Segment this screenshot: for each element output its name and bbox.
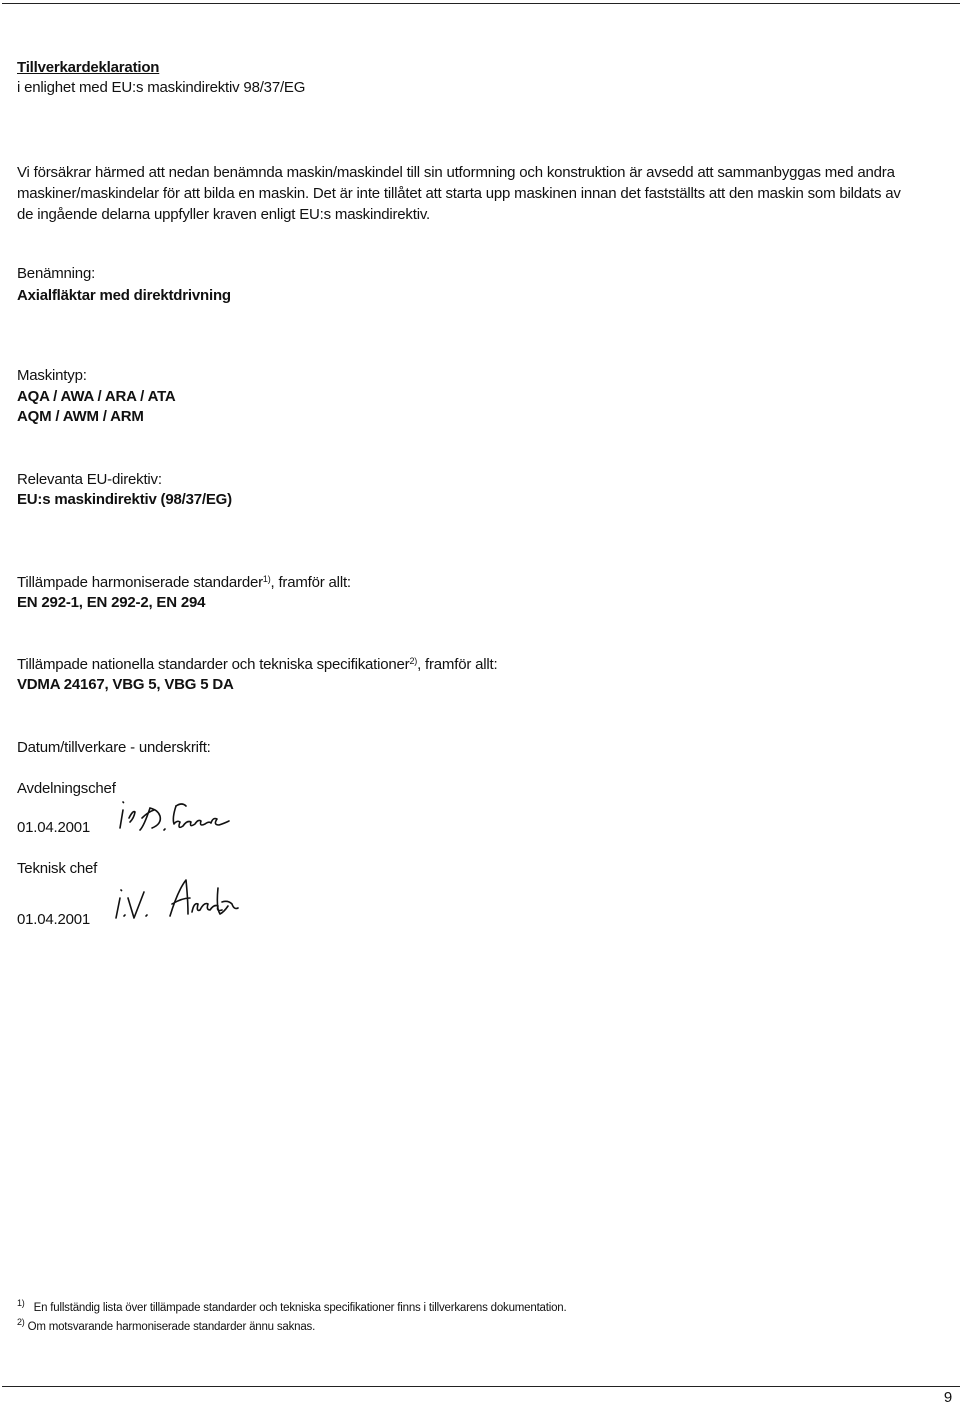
footnote-ref-1: 1): [262, 574, 271, 584]
national-section: [17, 655, 920, 695]
national-label-suffix: , framför allt:: [417, 656, 498, 673]
second-signer-date: 01.04.2001: [17, 911, 91, 928]
top-rule: [2, 3, 960, 4]
directive-label: Relevanta EU-direktiv:: [17, 471, 162, 488]
harmonised-label: [17, 573, 920, 593]
first-signer-role: Avdelningschef: [17, 780, 116, 797]
national-value: VDMA 24167, VBG 5, VBG 5 DA: [17, 676, 234, 693]
document-title: Tillverkardeklaration: [17, 59, 160, 76]
signature-2-icon: [110, 878, 245, 924]
machine-type-section: [17, 366, 920, 427]
footnote-2-mark: 2): [17, 1317, 25, 1327]
footnote-1-text: En fullständig lista över tillämpade standarder och tekniska specifikationer finns i tillverkarens dokumentation.: [33, 1302, 567, 1314]
document-subtitle: i enlighet med EU:s maskindirektiv 98/37/EG: [17, 79, 306, 96]
harmonised-value: EN 292-1, EN 292-2, EN 294: [17, 594, 206, 611]
designation-value: Axialfläktar med direktdrivning: [17, 287, 231, 304]
signature-1-icon: [112, 796, 242, 838]
footnote-2: [17, 1319, 315, 1335]
designation-label: Benämning:: [17, 265, 96, 282]
directive-value: EU:s maskindirektiv (98/37/EG): [17, 491, 232, 508]
national-label-text: Tillämpade nationella standarder och tekniska specifikationer: [17, 656, 410, 673]
second-signer-role: Teknisk chef: [17, 860, 98, 877]
intro-paragraph: Vi försäkrar härmed att nedan benämnda maskin/maskindel till sin utformning och konstruktion är avsedd att sammanbyggas med andra maskiner/maskindelar för att bilda en maskin. Det är inte tillåtet att starta upp maskinen innan det fastställts att den maskin som bildats av de ingående delarna uppfyller kraven enligt EU:s maskindirektiv.: [17, 164, 901, 223]
footnote-1: [17, 1300, 567, 1316]
national-label: [17, 655, 920, 675]
footnote-ref-2: 2): [409, 656, 418, 666]
page-number: 9: [943, 1389, 952, 1406]
footnote-1-mark: 1): [17, 1298, 25, 1308]
harmonised-label-text: Tillämpade harmoniserade standarder: [17, 574, 263, 591]
harmonised-label-suffix: , framför allt:: [270, 574, 351, 591]
signature-label: Datum/tillverkare - underskrift:: [17, 739, 211, 756]
machine-type-line-2: AQM / AWM / ARM: [17, 408, 144, 425]
first-signer-date: 01.04.2001: [17, 819, 91, 836]
machine-type-label: Maskintyp:: [17, 367, 87, 384]
directive-section: [17, 470, 920, 510]
footnote-2-text: Om motsvarande harmoniserade standarder ännu saknas.: [27, 1321, 316, 1333]
title-block: [17, 58, 920, 98]
machine-type-line-1: AQA / AWA / ARA / ATA: [17, 388, 176, 405]
bottom-rule: [2, 1386, 960, 1387]
designation-section: [17, 264, 920, 306]
harmonised-section: [17, 573, 920, 613]
